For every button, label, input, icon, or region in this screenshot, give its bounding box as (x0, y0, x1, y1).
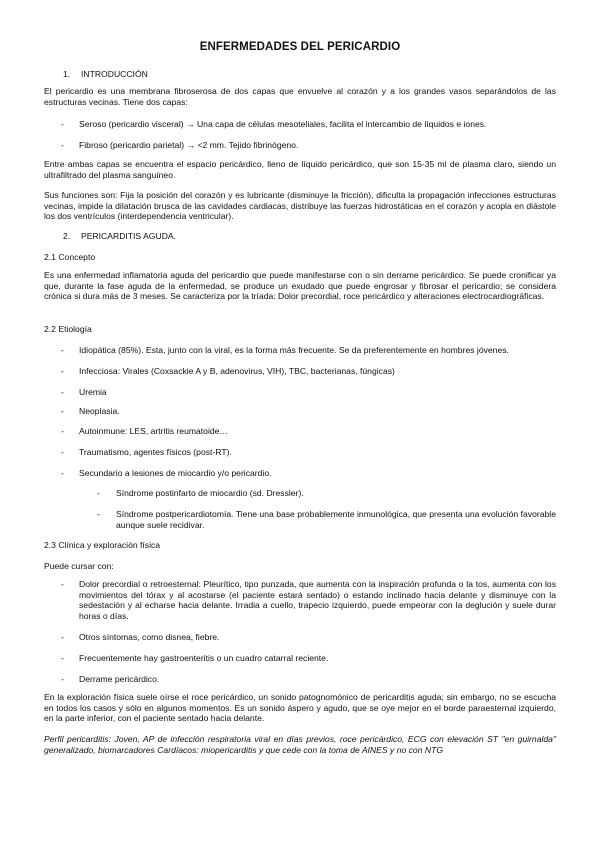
list-item-text: Idiopática (85%). Esta, junto con la viral, es la forma más frecuente. Se da preferentemente en hombres jóvenes. (79, 345, 509, 355)
list-item (61, 447, 556, 458)
list-item-text: Seroso (pericardio visceral) → Una capa de células mesoteliales, facilita el intercambio de líquidos e iones. (79, 119, 487, 129)
intro-paragraph: El pericardio es una membrana fibroserosa de dos capas que envuelve al corazón y a los grandes vasos separándolos de las estructuras vecinas. Tiene dos capas: (44, 86, 556, 107)
list-item (61, 653, 556, 664)
clinica-intro: Puede cursar con: (44, 561, 114, 571)
bullet-dash: - (61, 674, 64, 684)
list-item-text: Fibroso (pericardio parietal) → <2 mm. Tejido fibrinógeno. (79, 140, 299, 150)
list-item-text: Dolor precordial o retroesternal: Pleurítico, tipo punzada, que aumenta con la inspiración profunda o la tos, aumenta con los movimientos del tórax y al acostarse (el paciente estará sentado) o estando inclinado hacia delante y disminuye con la sedestación y al echarse hacia delante. Irradia a cuello, trapecio izquierdo, puede empeorar con la deglución y suele durar horas o días. (79, 579, 556, 621)
bullet-dash: - (61, 447, 64, 457)
pericardial-space-paragraph: Entre ambas capas se encuentra el espacio pericárdico, lleno de líquido pericárdico, que son 15-35 ml de plasma claro, siendo un ultrafiltrado del plasma sanguíneo. (44, 159, 556, 180)
subsection-heading-concepto: 2.1 Concepto (44, 252, 96, 262)
sub-list-item (97, 509, 556, 530)
section-number: 1. (63, 69, 71, 79)
sub-list-item (97, 488, 556, 499)
bullet-dash: - (61, 579, 64, 589)
list-item-text: Secundario a lesiones de miocardio y/o pericardio. (79, 468, 272, 478)
list-item (61, 387, 556, 398)
list-item (61, 426, 556, 437)
subsection-heading-etiologia: 2.2 Etiología (44, 324, 92, 334)
list-item (61, 632, 556, 643)
bullet-dash: - (61, 426, 64, 436)
section-title: PERICARDITIS AGUDA. (81, 231, 177, 241)
sub-list-item-text: Síndrome postpericardiotomía. Tiene una base probablemente inmunológica, que presenta una evolución favorable aunque suele recidivar. (116, 509, 556, 530)
list-item (61, 119, 556, 130)
list-item (61, 579, 556, 621)
bullet-dash: - (61, 387, 64, 397)
bullet-dash: - (97, 488, 100, 498)
list-item-text: Derrame pericárdico. (79, 674, 160, 684)
bullet-dash: - (61, 406, 64, 416)
list-item-text: Traumatismo, agentes físicos (post-RT). (79, 447, 232, 457)
list-item-text: Otros síntomas, como disnea, fiebre. (79, 632, 220, 642)
list-item-text: Infecciosa: Virales (Coxsackie A y B, adenovirus, VIH), TBC, bacterianas, fúngicas) (79, 366, 395, 376)
subsection-heading-clinica: 2.3 Clínica y exploración física (44, 540, 161, 550)
section-heading-pericarditis (63, 231, 176, 242)
bullet-dash: - (61, 468, 64, 478)
list-item-text: Neoplasia. (79, 406, 120, 416)
list-item (61, 366, 556, 377)
section-title: INTRODUCCIÓN (81, 69, 148, 79)
list-item (61, 406, 556, 417)
bullet-dash: - (61, 140, 64, 150)
list-item-text: Uremia (79, 387, 107, 397)
sub-list-item-text: Síndrome postinfarto de miocardio (sd. Dressler). (116, 488, 304, 498)
bullet-dash: - (61, 119, 64, 129)
bullet-dash: - (97, 509, 100, 519)
list-item (61, 468, 556, 479)
list-item (61, 674, 556, 685)
document-title: ENFERMEDADES DEL PERICARDIO (199, 41, 401, 53)
bullet-dash: - (61, 366, 64, 376)
bullet-dash: - (61, 653, 64, 663)
perfil-paragraph: Perfil pericarditis: Joven, AP de infección respiratoria viral en días previos, roce pericárdico, ECG con elevación ST "en guirnalda" generalizado, biomarcadores Cardíacos: miopericarditis y que cede con la toma de AINES y no con NTG (44, 734, 556, 755)
concepto-paragraph: Es una enfermedad inflamatoria aguda del pericardio que puede manifestarse con o sin derrame pericárdico. Se puede cronificar ya que, durante la fase aguda de la enfermedad, se produce un exudado que puede engrosar y fibrosar el pericardio; se considera crónica si dura más de 3 meses. Se caracteriza por la tríada: Dolor precordial, roce pericárdico y alteraciones electrocardiográficas. (44, 270, 556, 302)
functions-paragraph: Sus funciones son: Fija la posición del corazón y es lubricante (disminuye la fricción), dificulta la propagación infecciones estructuras vecinas, impide la dilatación brusca de las cavidades cardiacas, distribuye las fuerzas hidrostáticas en el corazón y acopla en diástole los dos ventrículos (interdependencia ventricular). (44, 190, 556, 222)
list-item-text: Autoinmune: LES, artritis reumatoide… (79, 426, 229, 436)
list-item (61, 345, 556, 356)
exploracion-paragraph: En la exploración física suele oírse el roce pericárdico, un sonido patognomónico de pericarditis aguda; sin embargo, no se escucha en todos los casos y sólo en algunos momentos. Es un sonido áspero y agudo, que se oye mejor en el borde paraesternal izquierdo, en la parte inferior, con el paciente sentado hacia delante. (44, 692, 556, 724)
list-item (61, 140, 556, 151)
section-heading-introduccion (63, 69, 148, 80)
list-item-text: Frecuentemente hay gastroenteritis o un cuadro catarral reciente. (79, 653, 329, 663)
section-number: 2. (63, 231, 71, 241)
bullet-dash: - (61, 345, 64, 355)
bullet-dash: - (61, 632, 64, 642)
